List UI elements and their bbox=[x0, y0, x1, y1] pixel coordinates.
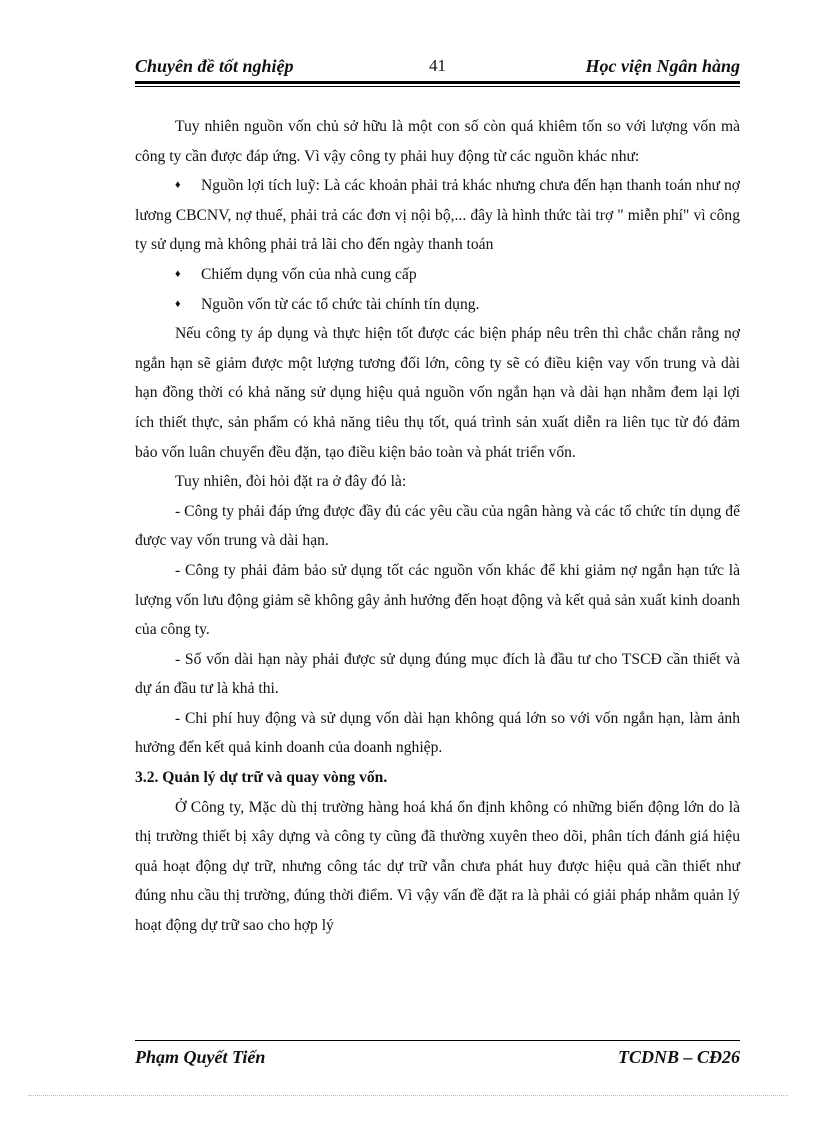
page-footer bbox=[135, 1040, 740, 1071]
bullet-text: Nguồn lợi tích luỹ: Là các khoản phải trả khác nhưng chưa đến hạn thanh toán như nợ lương CBCNV, nợ thuế, phải trả các đơn vị nội bộ,... đây là hình thức tài trợ " miễn phí" vì công ty sử dụng mà không phải trả lãi cho đến ngày thanh toán bbox=[135, 177, 740, 254]
footer-class-code: TCDNB – CĐ26 bbox=[617, 1047, 740, 1067]
paragraph: Ở Công ty, Mặc dù thị trường hàng hoá khá ổn định không có những biến động lớn do là thị trường thiết bị xây dựng và công ty cũng đã thường xuyên theo dõi, phân tích đánh giá hiệu quả hoạt động dự trữ, nhưng công tác dự trữ vẫn chưa phát huy được hiệu quả cần thiết như đúng nhu cầu thị trường, đúng thời điểm. Vì vậy vấn đề đặt ra là phải có giải pháp nhằm quản lý hoạt động dự trữ sao cho hợp lý bbox=[135, 798, 740, 935]
dash-item: - Công ty phải đảm bảo sử dụng tốt các nguồn vốn khác để khi giảm nợ ngắn hạn tức là lượng vốn lưu động giảm sẽ không gây ảnh hưởng đến hoạt động và kết quả sản xuất kinh doanh của công ty. bbox=[135, 561, 740, 639]
paragraph: Tuy nhiên, đòi hỏi đặt ra ở đây đó là: bbox=[175, 473, 407, 491]
paragraph: Nếu công ty áp dụng và thực hiện tốt được các biện pháp nêu trên thì chắc chắn rằng nợ ngắn hạn sẽ giảm được một lượng tương đối lớn, công ty sẽ có điều kiện vay vốn trung và dài hạn đồng thời có khả năng sử dụng hiệu quả nguồn vốn ngắn hạn và dài hạn nhằm đem lại lợi ích thiết thực, sản phẩm có khả năng tiêu thụ tốt, quá trình sản xuất diễn ra liên tục từ đó đảm bảo vốn luân chuyển đều đặn, tạo điều kiện bảo toàn và phát triển vốn. bbox=[135, 325, 740, 461]
page-number: 41 bbox=[429, 56, 446, 75]
header-rule-thin bbox=[135, 86, 740, 87]
dash-item: - Số vốn dài hạn này phải được sử dụng đúng mục đích là đầu tư cho TSCĐ cần thiết và dự án đầu tư là khả thi. bbox=[135, 650, 740, 698]
bullet-item bbox=[135, 260, 740, 290]
diamond-bullet-icon: ♦ bbox=[175, 179, 181, 192]
page-header bbox=[135, 56, 740, 86]
bullet-text: Nguồn vốn từ các tổ chức tài chính tín dụng. bbox=[201, 295, 480, 313]
diamond-bullet-icon: ♦ bbox=[175, 297, 181, 310]
bullet-item bbox=[135, 290, 740, 320]
header-title: Chuyên đề tốt nghiệp bbox=[135, 56, 294, 76]
header-institution: Học viện Ngân hàng bbox=[585, 56, 740, 76]
page-bottom-border bbox=[28, 1095, 788, 1096]
dash-item: - Công ty phải đáp ứng được đầy đủ các yêu cầu của ngân hàng và các tổ chức tín dụng để được vay vốn trung và dài hạn. bbox=[135, 502, 740, 550]
section-heading: 3.2. Quản lý dự trữ và quay vòng vốn. bbox=[135, 769, 388, 787]
bullet-item bbox=[135, 171, 740, 260]
footer-author: Phạm Quyết Tiến bbox=[135, 1047, 266, 1067]
page-body bbox=[135, 112, 740, 941]
dash-item: - Chi phí huy động và sử dụng vốn dài hạn không quá lớn so với vốn ngắn hạn, làm ảnh hưởng đến kết quả kinh doanh của doanh nghiệp. bbox=[135, 709, 740, 757]
paragraph: Tuy nhiên nguồn vốn chủ sở hữu là một con số còn quá khiêm tốn so với lượng vốn mà công ty cần được đáp ứng. Vì vậy công ty phải huy động từ các nguồn khác như: bbox=[135, 118, 740, 165]
bullet-text: Chiếm dụng vốn của nhà cung cấp bbox=[201, 265, 417, 283]
diamond-bullet-icon: ♦ bbox=[175, 267, 181, 280]
header-rule-thick bbox=[135, 81, 740, 84]
